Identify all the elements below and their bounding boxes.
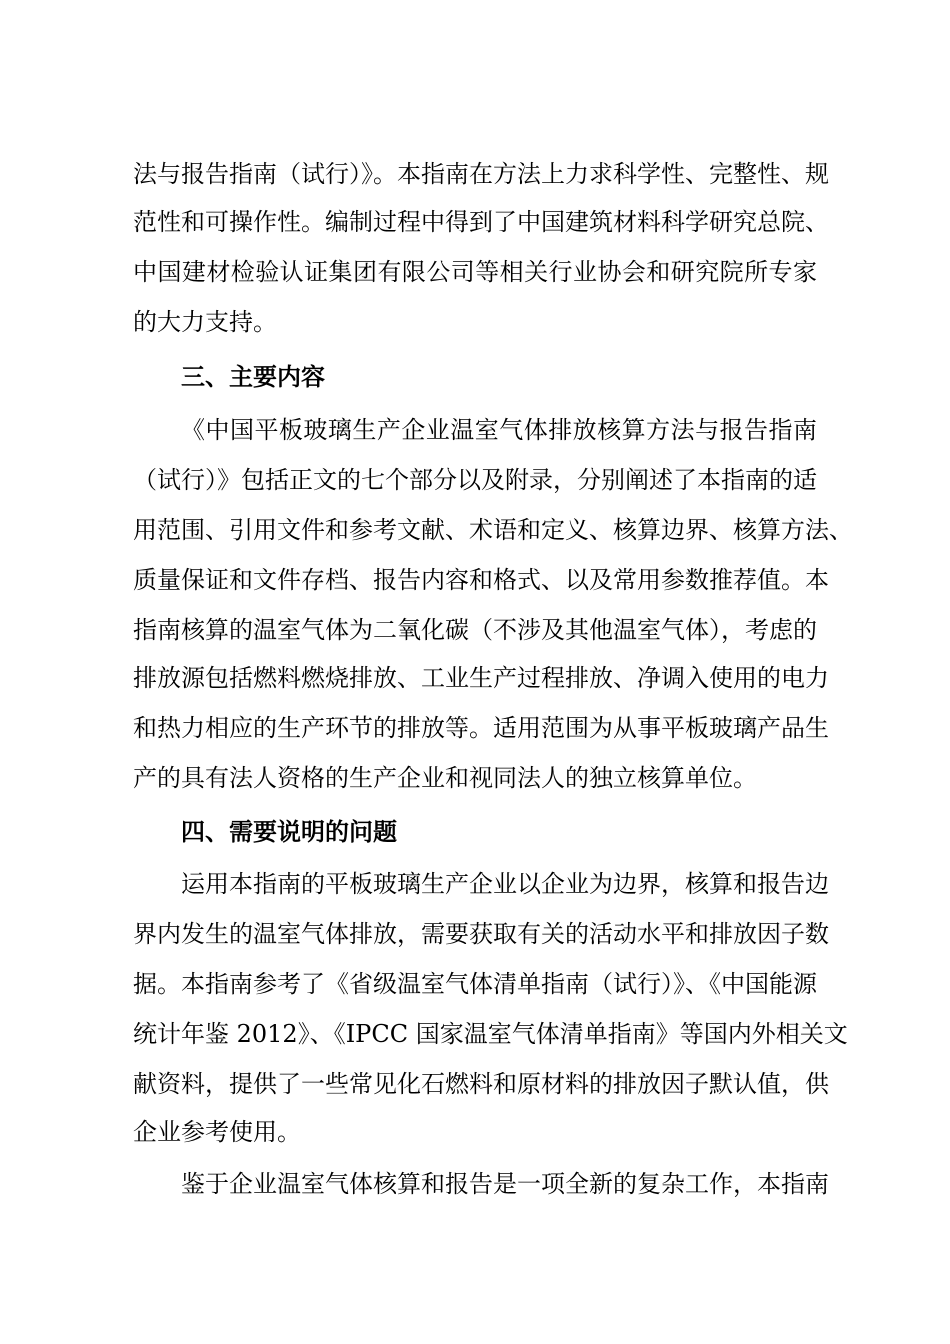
section-heading: 三、主要内容: [181, 362, 325, 391]
paragraph-line: 产的具有法人资格的生产企业和视同法人的独立核算单位。: [133, 764, 757, 792]
paragraph-line: （试行）》包括正文的七个部分以及附录，分别阐述了本指南的适: [133, 466, 817, 494]
paragraph-line: 和热力相应的生产环节的排放等。适用范围为从事平板玻璃产品生: [133, 714, 829, 742]
paragraph-line: 据。本指南参考了《省级温室气体清单指南（试行）》、《中国能源: [133, 970, 817, 998]
paragraph-line: 范性和可操作性。编制过程中得到了中国建筑材料科学研究总院、: [133, 208, 829, 236]
section-heading: 四、需要说明的问题: [181, 817, 397, 846]
paragraph-line: 献资料，提供了一些常见化石燃料和原材料的排放因子默认值，供: [133, 1070, 829, 1098]
paragraph-line: 质量保证和文件存档、报告内容和格式、以及常用参数推荐值。本: [133, 566, 829, 594]
paragraph-line: 排放源包括燃料燃烧排放、工业生产过程排放、净调入使用的电力: [133, 664, 829, 692]
paragraph-line: 企业参考使用。: [133, 1118, 301, 1146]
paragraph-line: 用范围、引用文件和参考文献、术语和定义、核算边界、核算方法、: [133, 516, 853, 544]
paragraph-line: 的大力支持。: [133, 308, 277, 336]
paragraph-line: 中国建材检验认证集团有限公司等相关行业协会和研究院所专家: [133, 258, 817, 286]
paragraph-line: 《中国平板玻璃生产企业温室气体排放核算方法与报告指南: [181, 416, 817, 444]
paragraph-line: 运用本指南的平板玻璃生产企业以企业为边界，核算和报告边: [181, 870, 829, 898]
paragraph-line: 指南核算的温室气体为二氧化碳（不涉及其他温室气体），考虑的: [133, 616, 817, 644]
paragraph-line: 统计年鉴 2012》、《IPCC 国家温室气体清单指南》等国内外相关文: [133, 1020, 848, 1048]
paragraph-line: 鉴于企业温室气体核算和报告是一项全新的复杂工作，本指南: [181, 1170, 829, 1198]
paragraph-line: 界内发生的温室气体排放，需要获取有关的活动水平和排放因子数: [133, 920, 829, 948]
paragraph-line: 法与报告指南（试行）》。本指南在方法上力求科学性、完整性、规: [133, 160, 829, 188]
